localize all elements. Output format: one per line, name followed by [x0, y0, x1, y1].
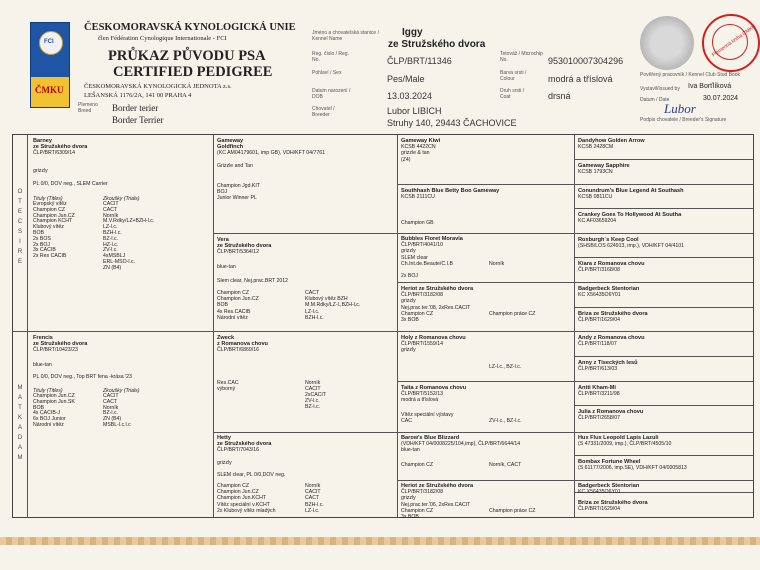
g4-cell-7: Briza ze Stružského dvora ČLP/BRT/1629/04: [578, 311, 648, 324]
ds-dam-cell: Taita z Romanova chovu ČLP/BRT/5152/13 modrá a tříslová Vítěz speciální výstavy CAC ZV-l.c., BZ-l.c.: [401, 385, 522, 424]
g4-cell-0: Dandyhow Golden Arrow KCSB 2428CM: [578, 138, 645, 151]
reg-no: ČLP/BRT/11346: [387, 56, 452, 66]
sex: Pes/Male: [387, 74, 425, 84]
reg-label: Reg. číslo / Reg. No.: [312, 51, 349, 63]
g4-cell-12: Hux Flux Leopold Lapis Lazuli (S 47331/2009, imp.), ČLP/BRT/4505/10: [578, 435, 672, 448]
cmku-logo-text: ČMKU: [35, 85, 64, 95]
sire-name1: Barney: [33, 138, 52, 144]
sire-reg: ČLP/BRT/6309/14: [33, 150, 76, 157]
sire-titles-heading: Tituly (Titles): [33, 196, 63, 203]
sire-dam-cell: Vera ze Stružského dvora ČLP/BRT/5364/12 blue-tan Slem clear, Nej.prac.BRT 2012 Champion CZ Champion Jun.CZ BOB 4x Res.CACIB Národní vítěz CACT Klubový vítěz BZH M.M.Rdky/LZ-l.,BZH-l.c. LZ-l.c. BZH-l.c.: [217, 237, 361, 321]
issuer-address: LEŠANSKÁ 1176/2A, 141 00 PRAHA 4: [84, 92, 192, 99]
coat: drsná: [548, 91, 571, 101]
dog-name-line2: ze Stružského dvora: [388, 39, 486, 50]
chip-label: Tetováž / Microchip No.: [500, 51, 543, 63]
dam-sire-cell: Zweck z Romanova chovu ČLP/BRT/6869/16 Res.CAC výborný Norník CACIT 2xCACIT ZV-l.c. BZ-l.c.: [217, 335, 327, 411]
signature-label: Podpis chovatele / Breeder's Signature: [640, 117, 727, 123]
dog-name-line1: Iggy: [402, 27, 423, 38]
dam-side-label: M A T K A D A M: [17, 385, 23, 461]
breed-en: Border Terrier: [112, 115, 164, 125]
issued-label: Vystavil/Issued by: [640, 86, 680, 92]
g4-cell-3: Crankey Goes To Hollywood At Southa KC AF03659204: [578, 212, 682, 225]
ss-sire-cell: Gameway Kiwi KCSB 4422CN grizzle & tan (Z4): [401, 138, 441, 163]
g4-cell-6: Badgerbeck Stentorian KC X56435O6Y01: [578, 286, 640, 299]
sire-name2: ze Stružského dvora: [33, 144, 88, 151]
breeder-name: Lubor LIBICH: [387, 106, 442, 116]
chip-no: 953010007304296: [548, 56, 624, 66]
sd-dam-cell: Heriot ze Stružského dvora ČLP/BRT/3182/08 grizzly Nej.prac.ter.'08, 2xRes.CACIT Champion CZ Champion práce CZ 3x BOB: [401, 286, 536, 323]
issued-by: Iva Borťlíková: [688, 83, 732, 90]
dob: 13.03.2024: [387, 91, 433, 101]
sire-titles: Evropský vítěz Champion CZ Champion Jun.CZ Champion KCHT Klubový vítěz BOB 2x BOS 2x BOJ 3x CACIB 2x Res CACIB: [33, 201, 75, 260]
fci-cmku-logo: [30, 22, 70, 108]
sire-exams-heading: Zkoušky (Trials): [103, 196, 140, 203]
g4-cell-15: Briza ze Stružského dvora ČLP/BRT/1629/04: [578, 500, 648, 513]
g4-cell-11: Julia z Romanova chovu ČLP/BRT/2658/07: [578, 409, 644, 422]
breeder-signature: Lubor: [664, 101, 696, 116]
sire-exams: CACIT CACT Norník M.V.Rdky/LZ+BZH-l.c. LZ-l.c. BZH-l.c. BZ-l.c. HZ-l.c. ZV-l.c. 4xMSBLJ ERL-MSO-l.c. ZN (B4): [103, 201, 155, 271]
g4-cell-9: Anny z Tiseckých lesů ČLP/BRT/613/03: [578, 360, 638, 373]
g4-cell-5: Kiara z Romanova chovu ČLP/BRT/3168/08: [578, 261, 645, 274]
ds-sire-cell: Holy z Romanova chovu ČLP/BRT/1559/14 grizzly LZ-l.c., BZ-l.c.: [401, 335, 522, 370]
breed-cz: Border terier: [112, 103, 159, 113]
sire-colour: grizzly: [33, 167, 48, 174]
dam-dam-cell: Hetty ze Stružského dvora ČLP/BRT/7043/16 grizzly SLEM clear, PL 0/0,DOV neg. Champion CZ Champion Jun.CZ Champion Jun.KCHT Vítěz speciální v.KCHT 2x Klubový vítěz mladých Norník CACIT CACT BZH-l.c. LZ-l.c.: [217, 435, 324, 514]
g4-cell-10: Antti Kham-Mi ČLP/BRT/3211/98: [578, 385, 620, 398]
sire-side-label: O T E C S I R E: [17, 189, 23, 265]
dam-cell: Frencis ze Stružského dvora ČLP/BRT/10423/23 blue-tan PL 0/0, DOV neg., Top BRT fena -krása '23 Tituly (Titles) Zkoušky (Trials) Champion Jun.CZ Champion Jun.SK BOB 4x CACIB-J 6x BOJ Junior Národní vítěz CACIT CACT Norník BZ-l.c. ZN (B4) MSBL-l.c.l.c: [33, 335, 140, 428]
g4-cell-1: Gameway Sapphire KCSB 1793CN: [578, 163, 630, 176]
breeder-address: Struhy 140, 29443 ČACHOVICE: [387, 118, 517, 128]
club-seal-icon: [640, 16, 694, 70]
colour: modrá a tříslová: [548, 74, 613, 84]
sire-sire-cell: Gameway Goldfinch (KC AM04179601, imp GB), VDH/KFT 04/7761 Grizzle and Tan Champion Jgd.KIT BOJ Junior Winner PL: [217, 138, 326, 202]
fci-logo-text: FCI: [44, 39, 54, 45]
stamp-text: Plemenná kniha ČMKU: [710, 23, 757, 59]
coat-label: Druh srsti / Coat: [500, 88, 525, 100]
colour-label: Barva srsti / Colour: [500, 70, 527, 82]
breeder-label: Chovatel / Breeder: [312, 106, 335, 118]
sire-health: PL 0/0, DOV neg., SLEM Carrier: [33, 180, 108, 187]
g4-cell-13: Bombax Fortune Wheel (S 61177/2006, imp.SE), VDH/KFT 04/0005813: [578, 459, 687, 472]
g4-cell-8: Andy z Romanova chovu ČLP/BRT/118/07: [578, 335, 645, 348]
stud-book-stamp-icon: [702, 14, 760, 72]
org-name: ČESKOMORAVSKÁ KYNOLOGICKÁ UNIE: [84, 22, 296, 33]
ss-dam-cell: Southhash Blue Betty Boo Gameway KCSB 2111CU Champion GB: [401, 188, 500, 227]
pedigree-table: [12, 134, 754, 518]
dob-label: Datum narození / DOB: [312, 88, 351, 100]
g4-cell-4: Roxburgh´s Keep Cool (SHSB/LOS 624913, imp.), VDH/KFT 04/4101: [578, 237, 685, 250]
stamp-label: Pověřený pracovník / Kennel Club Stud Book: [640, 72, 741, 78]
sd-sire-cell: Bubbles Floret Moravia ČLP/BRT/4041/10 grizzly SLEM clear Ch.Int.de.Beaute/C.I.B Norník 2x BOJ: [401, 236, 505, 279]
issuer-name: ČESKOMORAVSKÁ KYNOLOGICKÁ JEDNOTA z.s.: [84, 83, 232, 90]
title-cz: PRŮKAZ PŮVODU PSA: [108, 48, 266, 64]
decorative-border: [0, 537, 760, 545]
dd-dam-cell: Heriot ze Stružského dvora ČLP/BRT/3182/08 grizzly Nej.prac.ter.'06, 2xRes.CACIT Champion CZ Champion práce CZ 3x BOB: [401, 483, 536, 520]
title-en: CERTIFIED PEDIGREE: [113, 64, 273, 80]
sire-cell: [33, 138, 208, 271]
dd-sire-cell: Barow's Blue Blizzard (VDH/KFT 04/0008225/104,imp), ČLP/BRT/6644/14 blue-tan Champion CZ Norník, CACT: [401, 435, 522, 468]
g4-cell-14: Badgerbeck Stentorian KC X56435O6Y01: [578, 483, 640, 496]
org-member: člen Fédération Cynologique Internationale - FCI: [98, 35, 227, 42]
date-label: Datum / Date: [640, 97, 670, 103]
sex-label: Pohlaví / Sex: [312, 70, 342, 76]
dog-name-label: Jméno a chovatelská stanice / Kennel Name: [312, 30, 379, 42]
breed-label: Plemeno Breed: [78, 102, 98, 114]
issue-date: 30.07.2024: [703, 95, 739, 102]
g4-cell-2: Conundrum's Blue Legend At Southash KCSB 0811CU: [578, 188, 684, 201]
